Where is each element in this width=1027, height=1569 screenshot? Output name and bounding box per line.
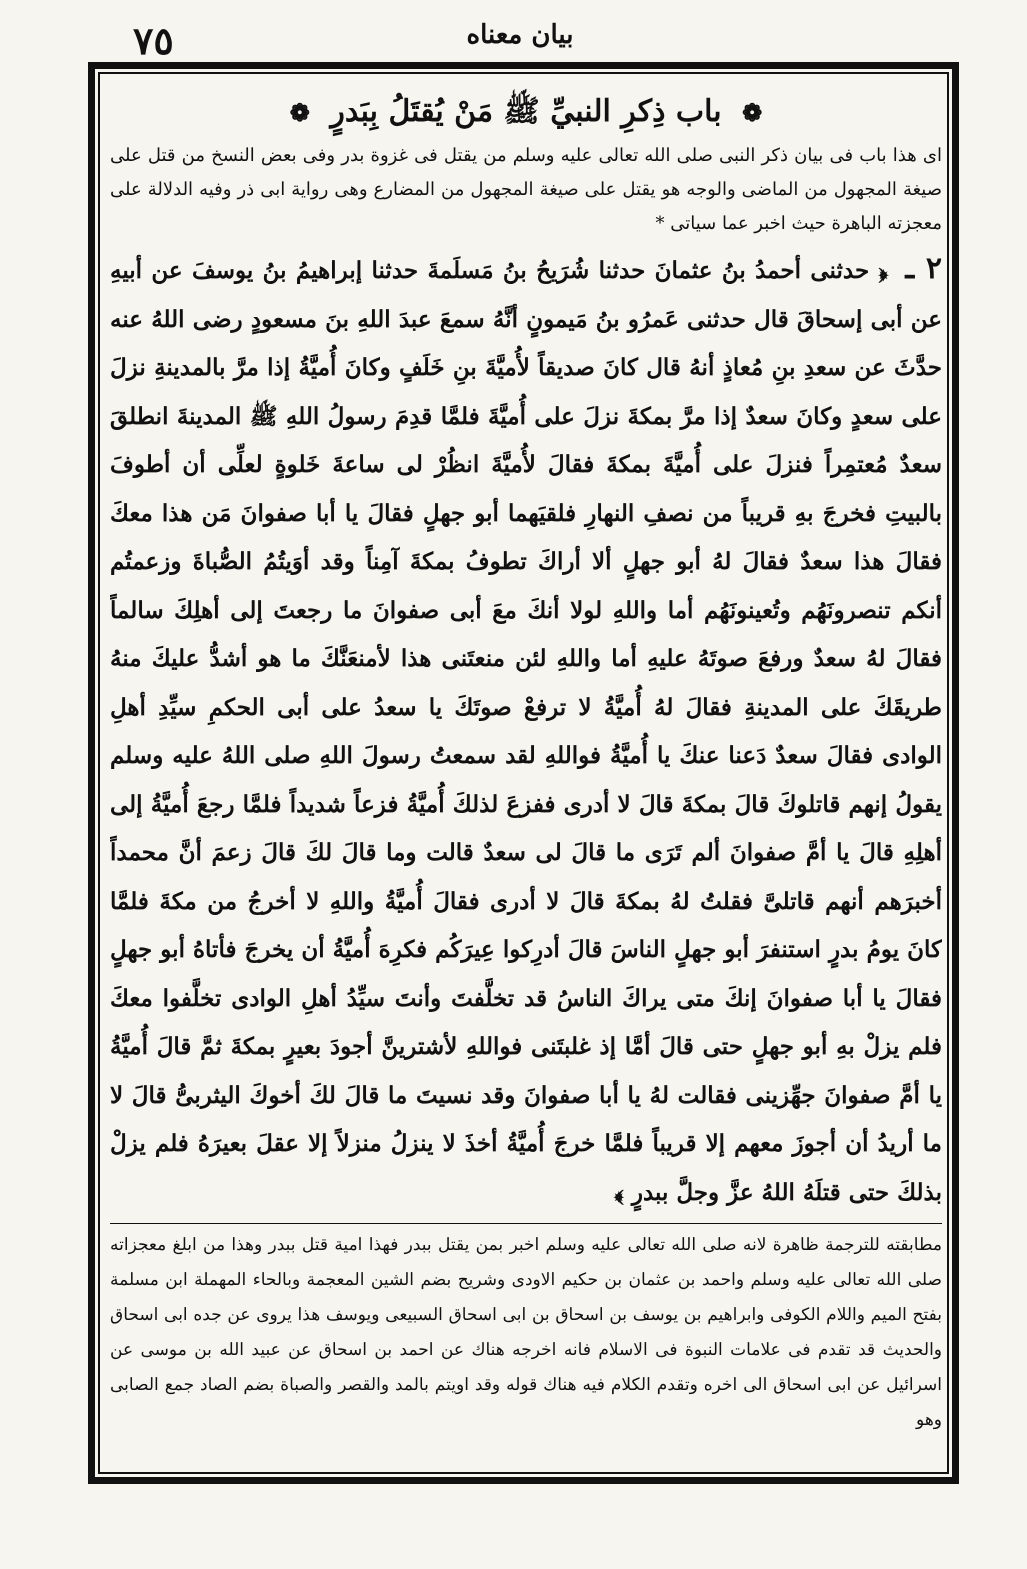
hadith-number: ٢ ـ bbox=[905, 251, 942, 286]
ornament-right-icon: ❁ bbox=[742, 98, 763, 127]
page-content bbox=[110, 82, 942, 1472]
ornament-left-icon: ❁ bbox=[289, 98, 310, 127]
page-number: ٧٥ bbox=[133, 18, 174, 63]
page-header bbox=[85, 18, 955, 63]
running-title: بيان معناه bbox=[466, 20, 574, 50]
chapter-title: باب ذِكرِ النبيِّ ﷺ مَنْ يُقتَلُ بِبَدرٍ bbox=[330, 94, 722, 129]
hadith-block bbox=[110, 245, 942, 1217]
chapter-commentary: اى هذا باب فى بيان ذكر النبى صلى الله تعالى عليه وسلم من يقتل فى غزوة بدر وفى بعض النسخ من قتل على صيغة المجهول من الماضى والوجه هو يقتل على صيغة المجهول من المضارع وهى رواية ابى ذر وفيه الدلالة على معجزته الباهرة حيث اخبر عما سياتى * bbox=[110, 145, 942, 234]
footnote-commentary: مطابقته للترجمة ظاهرة لانه صلى الله تعالى عليه وسلم اخبر بمن يقتل ببدر فهذا امية قتل ببدر وهذا من ابلغ معجزاته صلى الله تعالى عليه وسلم واحمد بن عثمان بن حكيم الاودى وشريح بضم الشين المعجمة وبالحاء المهملة ابن مسلمة بفتح الميم واللام الكوفى وابراهيم بن يوسف بن اسحاق بن ابى اسحاق السبيعى ويوسف هذا يروى عن جده ابى اسحاق والحديث قد تقدم فى علامات النبوة فى الاسلام فانه اخرجه هناك عن احمد بن اسحاق عن عبيد الله بن موسى عن اسرائيل عن ابى اسحاق الى اخره وتقدم الكلام فيه هناك قوله وقد اويتم بالمد والقصر والصباة بضم الصاد جمع الصابى وهو bbox=[110, 1235, 942, 1430]
section-divider bbox=[110, 1223, 942, 1224]
hadith-text: ﴿ حدثنى أحمدُ بنُ عثمانَ حدثنا شُرَيحُ بنُ مَسلَمةَ حدثنا إبراهيمُ بنُ يوسفَ عن أبيهِ عن أبى إسحاقَ قال حدثنى عَمرُو بنُ مَيمونٍ أنَّهُ سمعَ عبدَ اللهِ بنَ مسعودٍ رضى اللهُ عنه حدَّثَ عن سعدِ بنِ مُعاذٍ أنهُ قال كانَ صديقاً لأُميَّةَ بنِ خَلَفٍ وكانَ أُميَّةُ إذا مرَّ بالمدينةِ نزلَ على سعدٍ وكانَ سعدٌ إذا مرَّ بمكةَ نزلَ على أُميَّةَ فلمَّا قدِمَ رسولُ اللهِ ﷺ المدينةَ انطلقَ سعدٌ مُعتمِراً فنزلَ على أُميَّةَ بمكةَ فقالَ لأُميَّةَ انظُرْ لى ساعةَ خَلوةٍ لعلِّى أن أطوفَ بالبيتِ فخرجَ بهِ قريباً من نصفِ النهارِ فلقيَهما أبو جهلٍ فقالَ يا أبا صفوانَ مَن هذا معكَ فقالَ هذا سعدٌ فقالَ لهُ أبو جهلٍ ألا أراكَ تطوفُ بمكةَ آمِناً وقد أوَيتُمُ الصُّباةَ وزعمتُم أنكم تنصرونَهُم وتُعينونَهُم أما واللهِ لولا أنكَ معَ أبى صفوانَ ما رجعتَ إلى أهلِكَ سالماً فقالَ لهُ سعدٌ ورفعَ صوتَهُ عليهِ أما واللهِ لئن منعتَنى هذا لأمنعَنَّكَ ما هو أشدُّ عليكَ منهُ طريقَكَ على المدينةِ فقالَ لهُ أُميَّةُ لا ترفعْ صوتَكَ يا سعدُ على أبى الحكمِ سيِّدِ أهلِ الوادى فقالَ سعدٌ دَعنا عنكَ يا أُميَّةُ فواللهِ لقد سمعتُ رسولَ اللهِ صلى اللهُ عليه وسلم يقولُ إنهم قاتلوكَ قالَ بمكةَ قالَ لا أدرى ففزعَ لذلكَ أُميَّةُ فزعاً شديداً فلمَّا رجعَ أُميَّةُ إلى أهلِهِ قالَ يا أمَّ صفوانَ ألم تَرَى ما قالَ لى سعدٌ قالت وما قالَ لكَ قالَ زعمَ أنَّ محمداً أخبرَهم أنهم قاتلىَّ فقلتُ لهُ بمكةَ قالَ لا أدرى فقالَ أُميَّةُ واللهِ لا أخرجُ من مكةَ فلمَّا كانَ يومُ بدرٍ استنفرَ أبو جهلٍ الناسَ قالَ أدرِكوا عِيرَكُم فكرِهَ أُميَّةُ أن يخرجَ فأتاهُ أبو جهلٍ فقالَ يا أبا صفوانَ إنكَ متى يراكَ الناسُ قد تخلَّفتَ وأنتَ سيِّدُ أهلِ الوادى تخلَّفوا معكَ فلم يزلْ بهِ أبو جهلٍ حتى قالَ أمَّا إذ غلبتَنى فواللهِ لأشترينَّ أجودَ بعيرٍ بمكةَ ثمَّ قالَ أُميَّةُ يا أمَّ صفوانَ جهِّزينى فقالت لهُ يا أبا صفوانَ وقد نسيتَ ما قالَ لكَ أخوكَ اليثربىُّ قالَ لا ما أريدُ أن أجوزَ معهم إلا قريباً فلمَّا خرجَ أُميَّةُ أخذَ لا ينزلُ منزلاً إلا عقلَ بعيرَهُ فلم يزلْ بذلكَ حتى قتلَهُ اللهُ عزَّ وجلَّ ببدرٍ ﴾ bbox=[110, 257, 942, 1206]
chapter-heading bbox=[110, 90, 942, 135]
